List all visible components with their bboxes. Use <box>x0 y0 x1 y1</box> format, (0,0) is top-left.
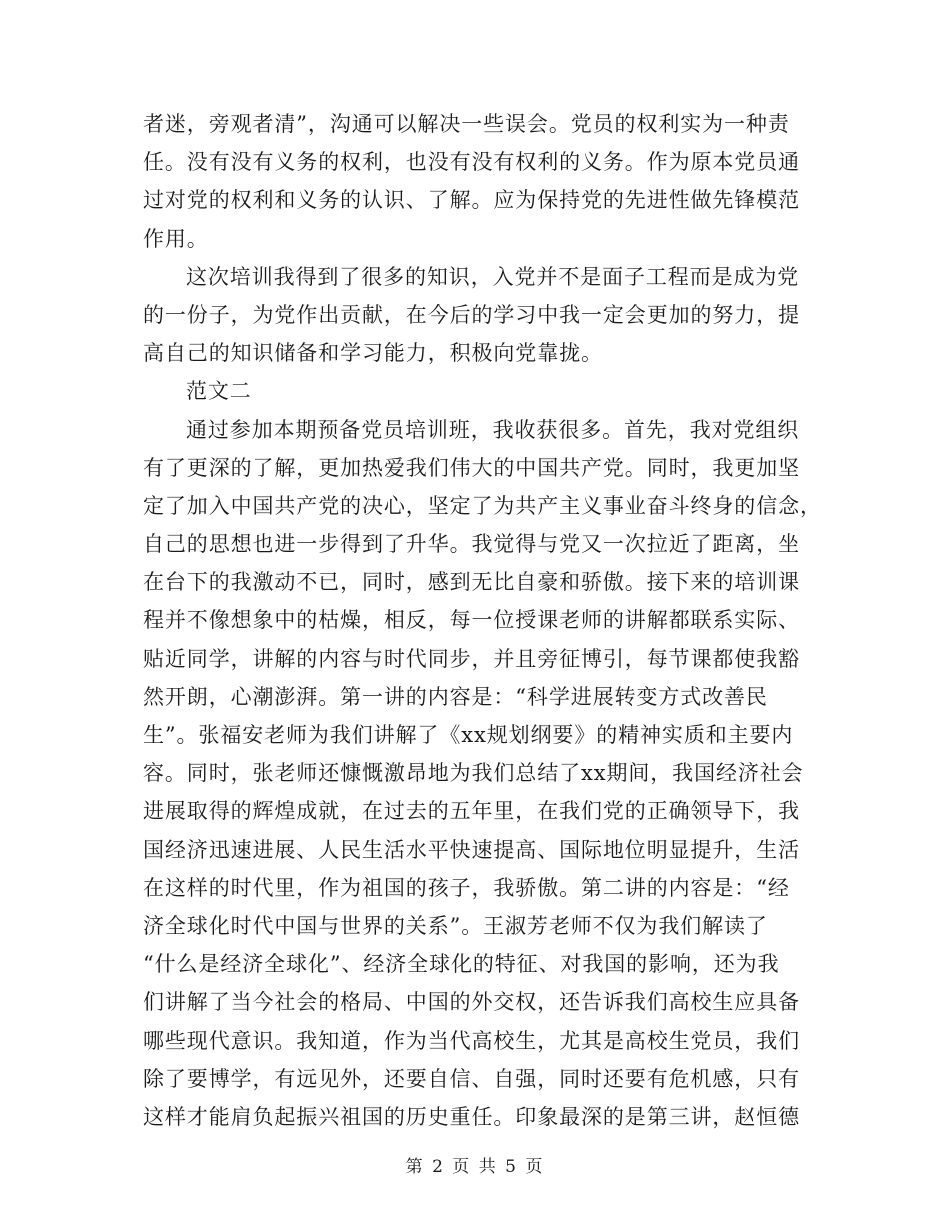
text-line: 程并不像想象中的枯燥，相反，每一位授课老师的讲解都联系实际、 <box>143 608 800 633</box>
body-text <box>143 105 822 1136</box>
text-line: 定了加入中国共产党的决心，坚定了为共产主义事业奋斗终身的信念， <box>143 493 822 518</box>
text-line: 们讲解了当今社会的格局、中国的外交权，还告诉我们高校生应具备 <box>143 990 800 1015</box>
text-line: 作用。 <box>143 226 209 251</box>
text-line: 贴近同学，讲解的内容与时代同步，并且旁征博引，每节课都使我豁 <box>143 646 800 671</box>
text-line: 这次培训我得到了很多的知识，入党并不是面子工程而是成为党 <box>186 264 800 289</box>
text-line: 在这样的时代里，作为祖国的孩子，我骄傲。第二讲的内容是：“经 <box>143 875 790 900</box>
page-footer: 第 2 页 共 5 页 <box>405 1157 545 1177</box>
text-line: 有了更深的了解，更加热爱我们伟大的中国共产党。同时，我更加坚 <box>143 455 800 480</box>
text-line: 国经济迅速进展、人民生活水平快速提高、国际地位明显提升，生活 <box>143 837 800 862</box>
text-line: 通过参加本期预备党员培训班，我收获很多。首先，我对党组织 <box>186 417 800 442</box>
text-line: 任。没有没有义务的权利，也没有没有权利的义务。作为原本党员通 <box>143 150 800 175</box>
text-line: 容。同时，张老师还慷慨激昂地为我们总结了xx期间，我国经济社会 <box>143 761 804 786</box>
text-line: 这样才能肩负起振兴祖国的历史重任。印象最深的是第三讲，赵恒德 <box>143 1104 800 1129</box>
text-line: “什么是经济全球化”、经济全球化的特征、对我国的影响，还为我 <box>143 952 780 977</box>
text-line: 然开朗，心潮澎湃。第一讲的内容是：“科学进展转变方式改善民 <box>143 684 768 709</box>
text-line: 生”。张福安老师为我们讲解了《xx规划纲要》的精神实质和主要内 <box>143 723 794 747</box>
text-line: 在台下的我激动不已，同时，感到无比自豪和骄傲。接下来的培训课 <box>143 570 800 595</box>
text-line: 哪些现代意识。我知道，作为当代高校生，尤其是高校生党员，我们 <box>143 1028 800 1053</box>
text-line: 济全球化时代中国与世界的关系”。王淑芳老师不仅为我们解读了 <box>143 913 768 938</box>
text-line: 高自己的知识储备和学习能力，积极向党靠拢。 <box>143 341 603 366</box>
text-line: 进展取得的辉煌成就，在过去的五年里，在我们党的正确领导下，我 <box>143 799 800 824</box>
text-line: 除了要博学，有远见外，还要自信、自强，同时还要有危机感，只有 <box>143 1066 800 1091</box>
text-line: 的一份子，为党作出贡献，在今后的学习中我一定会更加的努力，提 <box>143 302 800 327</box>
section-heading: 范文二 <box>186 379 252 404</box>
text-line: 过对党的权利和义务的认识、了解。应为保持党的先进性做先锋模范 <box>143 188 800 213</box>
text-line: 自己的思想也进一步得到了升华。我觉得与党又一次拉近了距离，坐 <box>143 532 800 557</box>
text-line: 者迷，旁观者清”，沟通可以解决一些误会。党员的权利实为一种责 <box>143 112 790 136</box>
